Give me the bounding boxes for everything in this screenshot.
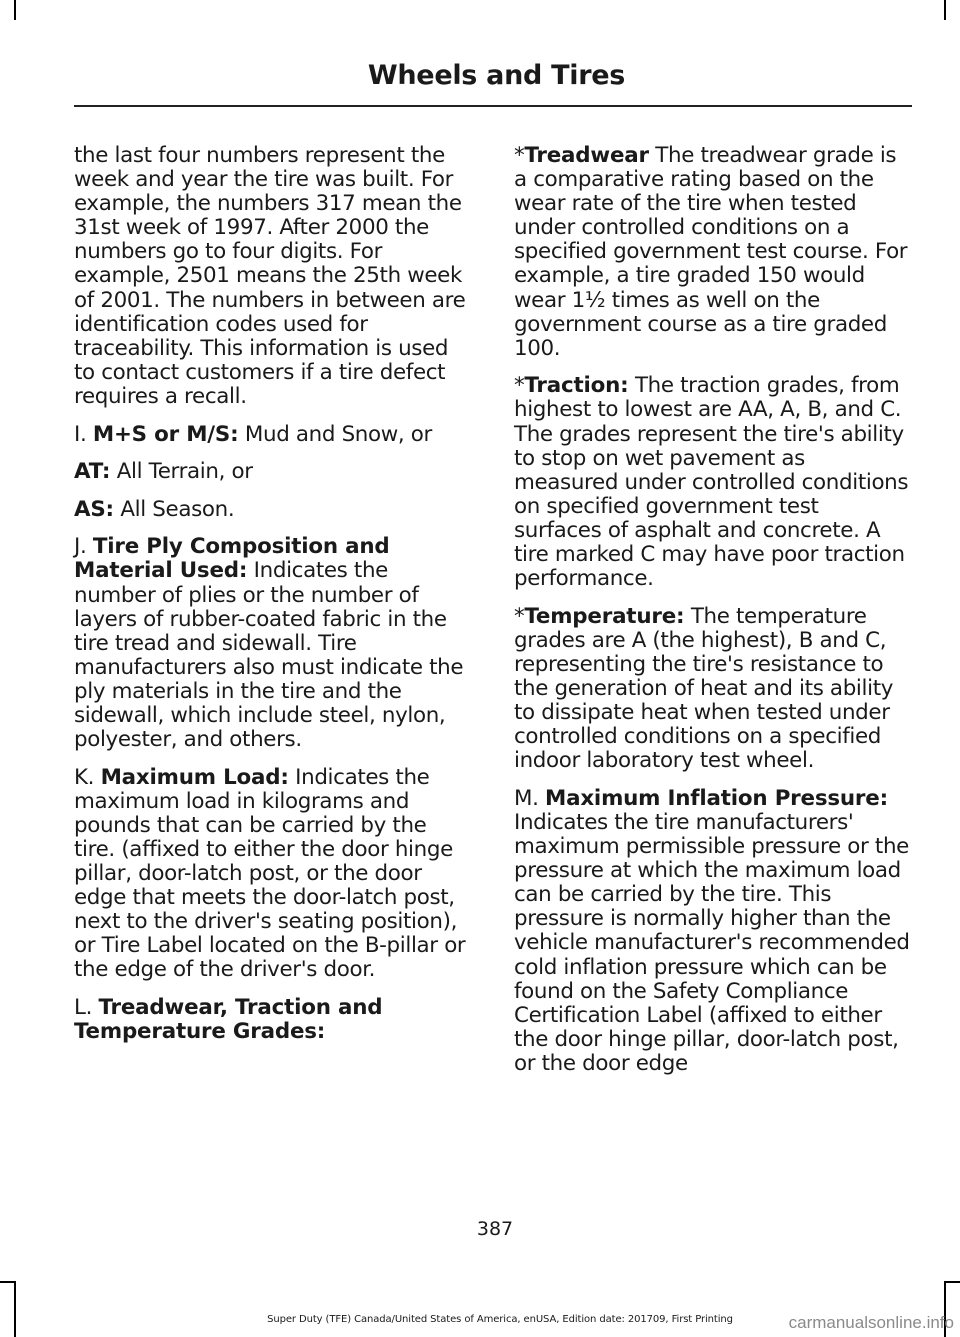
- section-title: Wheels and Tires: [367, 60, 625, 91]
- temperature-asterisk: *: [514, 603, 525, 629]
- item-j-text: Indicates the number of plies or the number of layers of rubber-coated fabric in the tire tread and sidewall. Tire manufacturers also must indicate the ply materials in the tire and the sidewall, which include steel, nylon, polyester, and others.: [74, 558, 464, 753]
- traction-asterisk: *: [514, 373, 525, 399]
- treadwear-asterisk: *: [514, 143, 525, 168]
- item-j-letter: J.: [74, 534, 93, 560]
- item-k-text: Indicates the maximum load in kilograms and pounds that can be carried by the tire. (affixed to either the door hinge pillar, door-latch post, or the door edge that meets the door-latch post, next to the driver's seating position), or Tire Label located on the B-pillar or the edge of the driver's door.: [74, 764, 466, 983]
- item-i-term: M+S or M/S:: [92, 421, 239, 447]
- item-k-paragraph: [74, 766, 472, 983]
- watermark-link[interactable]: carmanualsonline.info: [788, 1313, 954, 1332]
- right-column: [514, 144, 912, 1089]
- item-i-text: Mud and Snow, or: [238, 421, 432, 447]
- crop-mark-top-left: [14, 0, 16, 20]
- as-text: All Season.: [113, 496, 235, 522]
- temperature-paragraph: [514, 605, 912, 774]
- item-l-term: Treadwear, Traction and Temperature Grades:: [74, 995, 383, 1045]
- item-k-term: Maximum Load:: [100, 764, 289, 790]
- left-column: [74, 144, 472, 1058]
- as-term: AS:: [74, 496, 114, 522]
- edition-footer: Super Duty (TFE) Canada/United States of America, enUSA, Edition date: 201709, First Printing: [267, 1314, 733, 1325]
- traction-term: Traction:: [524, 373, 629, 399]
- at-text: All Terrain, or: [110, 459, 253, 485]
- treadwear-term: Treadwear: [524, 143, 649, 168]
- page-number: 387: [476, 1218, 514, 1240]
- item-m-letter: M.: [514, 785, 546, 811]
- item-k-letter: K.: [74, 764, 101, 790]
- header-divider: [74, 105, 912, 107]
- temperature-term: Temperature:: [524, 603, 685, 629]
- item-j-term: Tire Ply Composition and Material Used:: [74, 534, 390, 584]
- crop-mark-top-right: [944, 0, 946, 20]
- item-l-letter: L.: [74, 995, 99, 1020]
- crop-mark-bottom-left-horizontal: [0, 1281, 16, 1283]
- treadwear-text: The treadwear grade is a comparative rating based on the wear rate of the tire when tested under controlled conditions on a specified government test course. For example, a tire graded 150 would wear 1½ times as well on the government course as a tire graded 100.: [514, 143, 908, 361]
- crop-mark-bottom-right-horizontal: [944, 1281, 960, 1283]
- item-i-paragraph: [74, 423, 472, 447]
- traction-text: The traction grades, from highest to lowest are AA, A, B, and C. The grades represent the tire's ability to stop on wet pavement as measured under controlled conditions on specified government test surfaces of asphalt and concrete. A tire marked C may have poor traction performance.: [514, 373, 909, 592]
- traction-paragraph: [514, 374, 912, 591]
- item-j-paragraph: [74, 535, 472, 752]
- item-l-paragraph: [74, 996, 472, 1044]
- crop-mark-bottom-left-vertical: [14, 1282, 16, 1337]
- at-paragraph: [74, 460, 472, 484]
- temperature-text: The temperature grades are A (the highest), B and C, representing the tire's resistance to the generation of heat and its ability to dissipate heat when tested under controlled conditions on a specified indoor laboratory test wheel.: [514, 603, 894, 774]
- treadwear-paragraph: [514, 144, 912, 361]
- item-m-paragraph: [514, 787, 912, 1076]
- tire-date-code-paragraph: the last four numbers represent the week and year the tire was built. For example, the numbers 317 mean the 31st week of 1997. After 2000 the numbers go to four digits. For example, 2501 means the 25th week of 2001. The numbers in between are identification codes used for traceability. This information is used to contact customers if a tire defect requires a recall.: [74, 143, 466, 409]
- item-m-text: Indicates the tire manufacturers' maximum permissible pressure or the pressure at which the maximum load can be carried by the tire. This pressure is normally higher than the vehicle manufacturer's recommended cold inflation pressure which can be found on the Safety Compliance Certification Label (affixed to either the door hinge pillar, door-latch post, or the door edge: [514, 809, 910, 1076]
- at-term: AT:: [74, 459, 111, 485]
- as-paragraph: [74, 498, 472, 522]
- item-i-letter: I.: [74, 421, 93, 447]
- item-m-term: Maximum Inflation Pressure:: [545, 785, 888, 811]
